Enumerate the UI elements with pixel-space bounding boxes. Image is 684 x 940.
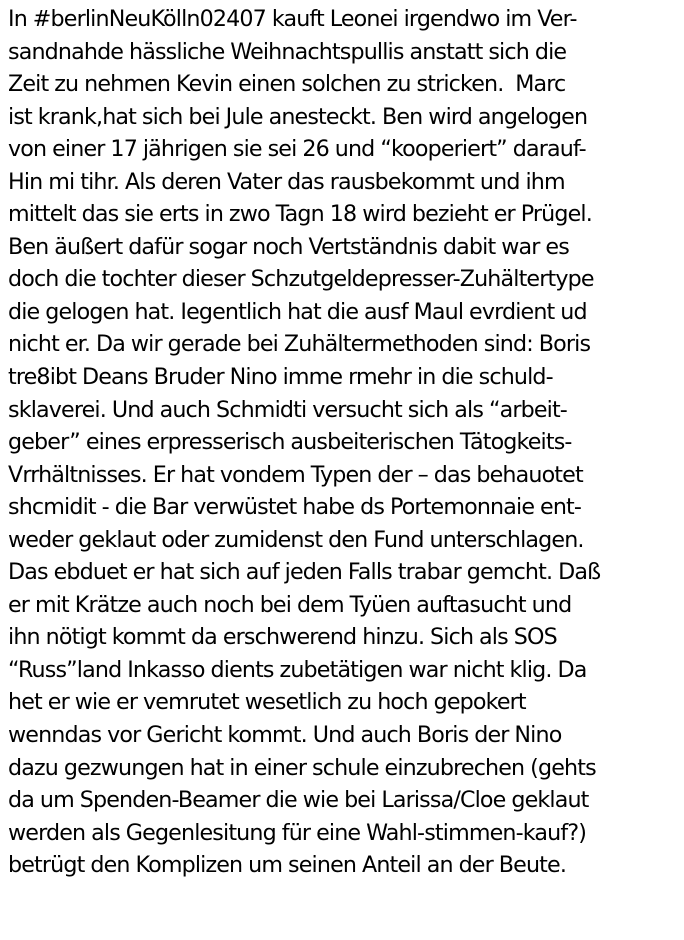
text-line-1: In #berlinNeuKölln02407 kauft Leonei irgendwo im Ver- (8, 6, 577, 32)
text-line-27: betrügt den Komplizen um seinen Anteil an der Beute. (8, 852, 567, 879)
text-line-6: Hin mi tihr. Als deren Vater das rausbekommt und ihm (8, 168, 565, 195)
text-line-15: Vrrhältnisses. Er hat vondem Typen der – das behauotet (8, 461, 583, 488)
text-line-8: Ben äußert dafür sogar noch Vertständnis dabit war es (8, 233, 569, 260)
text-line-26: werden als Gegenlesitung für eine Wahl-stimmen-kauf?) (8, 819, 587, 846)
text-line-9: doch die tochter dieser Schzutgeldepresser-Zuhältertype (8, 266, 594, 293)
text-line-14: geber” eines erpresserisch ausbeiterischen Tätogkeits- (8, 429, 572, 456)
text-line-24: dazu gezwungen hat in einer schule einzubrechen (gehts (8, 754, 596, 781)
text-line-4: ist krank,hat sich bei Jule anesteckt. Ben wird angelogen (8, 103, 588, 130)
text-line-23: wenndas vor Gericht kommt. Und auch Boris der Nino (8, 722, 562, 749)
text-line-5: von einer 17 jährigen sie sei 26 und “kooperiert” darauf- (8, 136, 586, 163)
text-line-18: Das ebduet er hat sich auf jeden Falls trabar gemcht. Daß (8, 559, 601, 586)
text-line-3: Zeit zu nehmen Kevin einen solchen zu stricken. Marc (8, 71, 566, 98)
text-line-7: mittelt das sie erts in zwo Tagn 18 wird bezieht er Prügel. (8, 201, 592, 228)
text-line-21: “Russ”land Inkasso dients zubetätigen war nicht klig. Da (8, 656, 587, 683)
text-line-16: shcmidit - die Bar verwüstet habe ds Portemonnaie ent- (8, 494, 582, 521)
text-line-12: tre8ibt Deans Bruder Nino imme rmehr in die schuld- (8, 364, 553, 391)
text-line-25: da um Spenden-Beamer die wie bei Larissa/Cloe geklaut (8, 787, 589, 814)
document-text (8, 3, 680, 882)
text-line-2: sandnahde hässliche Weihnachtspullis anstatt sich die (8, 38, 567, 65)
text-line-20: ihn nötigt kommt da erschwerend hinzu. Sich als SOS (8, 624, 557, 651)
text-line-22: het er wie er vemrutet wesetlich zu hoch gepokert (8, 689, 526, 716)
text-line-17: weder geklaut oder zumidenst den Fund unterschlagen. (8, 526, 584, 553)
text-line-10: die gelogen hat. Iegentlich hat die ausf Maul evrdient ud (8, 298, 587, 325)
text-line-19: er mit Krätze auch noch bei dem Tyüen auftasucht und (8, 591, 572, 618)
text-line-11: nicht er. Da wir gerade bei Zuhältermethoden sind: Boris (8, 331, 591, 358)
text-line-13: sklaverei. Und auch Schmidti versucht sich als “arbeit- (8, 396, 567, 423)
